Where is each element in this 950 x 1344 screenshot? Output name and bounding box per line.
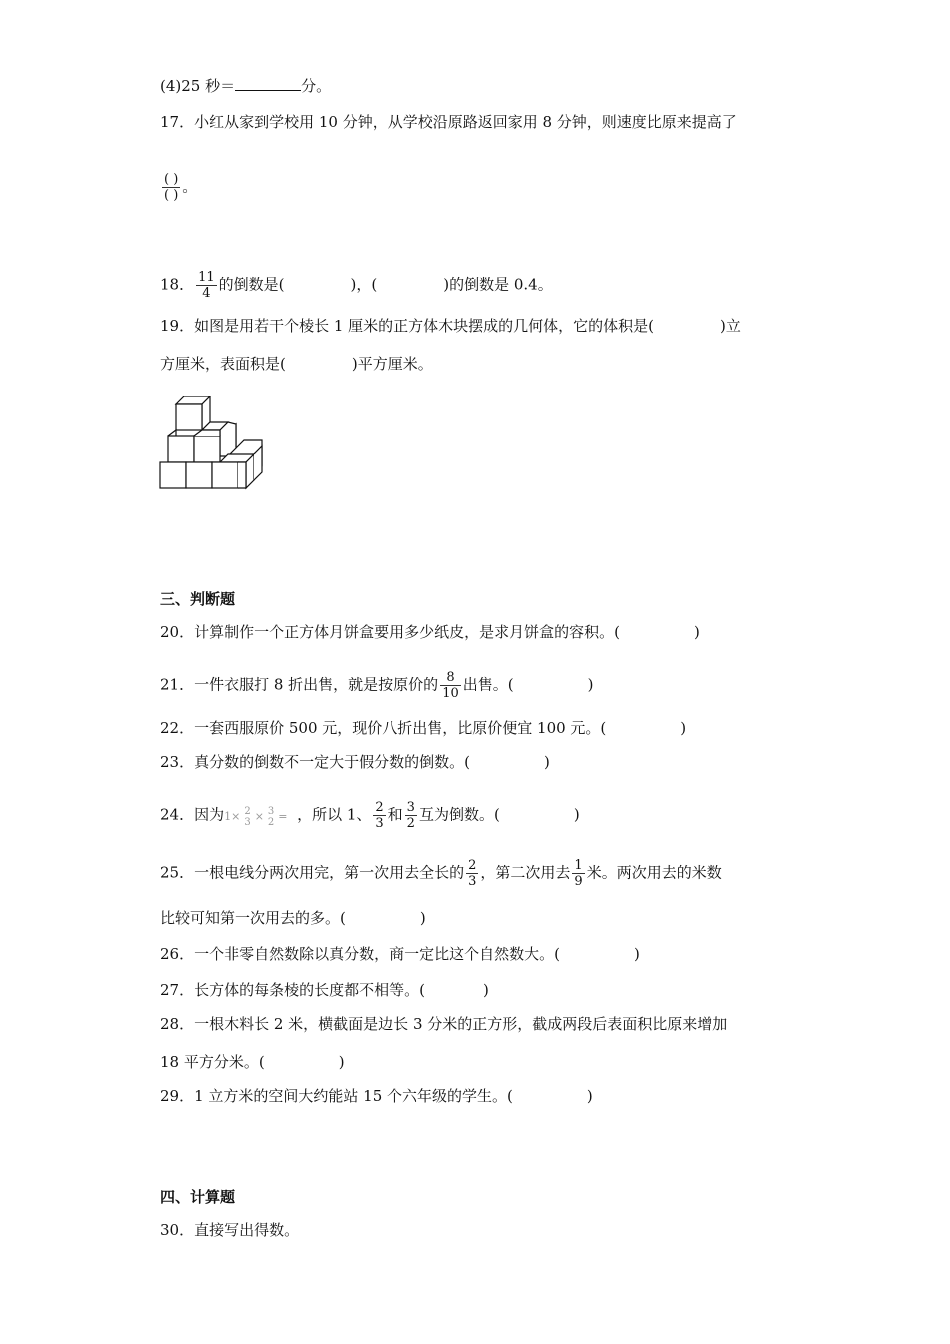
question-30: 30．直接写出得数。	[160, 1221, 300, 1239]
question-17-answer[interactable]: $\frac{( )}{( )}$ 。	[164, 172, 198, 203]
question-21: 21．一件衣服打 8 折出售，就是按原价的 $\frac{8}{10}$ 出售。( )	[160, 670, 594, 701]
question-19: 19．如图是用若干个棱长 1 厘米的正方体木块摆成的几何体，它的体积是( )立	[160, 317, 741, 335]
question-24: 24．因为1× 2 3 × 3 2 = ，所以 1、 $\frac{2}{3}$ 和 $\frac{3}{2}$ 互为倒数。( )	[160, 800, 580, 831]
cube-stack-figure	[158, 396, 264, 500]
question-28-line2: 18 平方分米。( )	[160, 1053, 345, 1071]
fraction: $\frac{11}{4}$	[198, 270, 215, 301]
fraction: $\frac{8}{10}$	[442, 670, 459, 701]
section-title: 四、计算题	[160, 1188, 236, 1206]
question-22: 22．一套西服原价 500 元，现价八折出售，比原价便宜 100 元。( )	[160, 719, 687, 737]
top-cube	[176, 396, 210, 430]
question-20: 20．计算制作一个正方体月饼盒要用多少纸皮，是求月饼盒的容积。( )	[160, 623, 700, 641]
section-title: 三、判断题	[160, 590, 236, 608]
fraction: $\frac{1}{9}$	[574, 858, 583, 889]
question-28: 28．一根木料长 2 米，横截面是边长 3 分米的正方形，截成两段后表面积比原来增加	[160, 1015, 728, 1033]
fraction: $\frac{3}{2}$	[406, 800, 415, 831]
question-19-line2: 方厘米，表面积是( )平方厘米。	[160, 355, 433, 373]
question-23: 23．真分数的倒数不一定大于假分数的倒数。( )	[160, 753, 550, 771]
question-27: 27．长方体的每条棱的长度都不相等。( )	[160, 981, 489, 999]
answer-blank[interactable]	[235, 76, 301, 91]
question-25-line2: 比较可知第一次用去的多。( )	[160, 909, 426, 927]
question-17: 17．小红从家到学校用 10 分钟，从学校沿原路返回家用 8 分钟，则速度比原来提高了	[160, 113, 737, 131]
question-25: 25．一根电线分两次用完，第一次用去全长的 $\frac{2}{3}$ ，第二次用去 $\frac{1}{9}$ 米。两次用去的米数	[160, 858, 722, 889]
fraction: $\frac{2}{3}$	[375, 800, 384, 831]
broken-expression: 1× 2 3 × 3 2 =	[224, 805, 288, 828]
q16-4: (4)25 秒＝ 分。	[160, 77, 332, 95]
question-29: 29．1 立方米的空间大约能站 15 个六年级的学生。( )	[160, 1087, 593, 1105]
question-26: 26．一个非零自然数除以真分数，商一定比这个自然数大。( )	[160, 945, 640, 963]
fraction-blank[interactable]: $\frac{( )}{( )}$	[164, 172, 179, 203]
question-18: 18． $\frac{11}{4}$ 的倒数是( )，( )的倒数是 0.4。	[160, 270, 553, 301]
fraction: $\frac{2}{3}$	[468, 858, 477, 889]
